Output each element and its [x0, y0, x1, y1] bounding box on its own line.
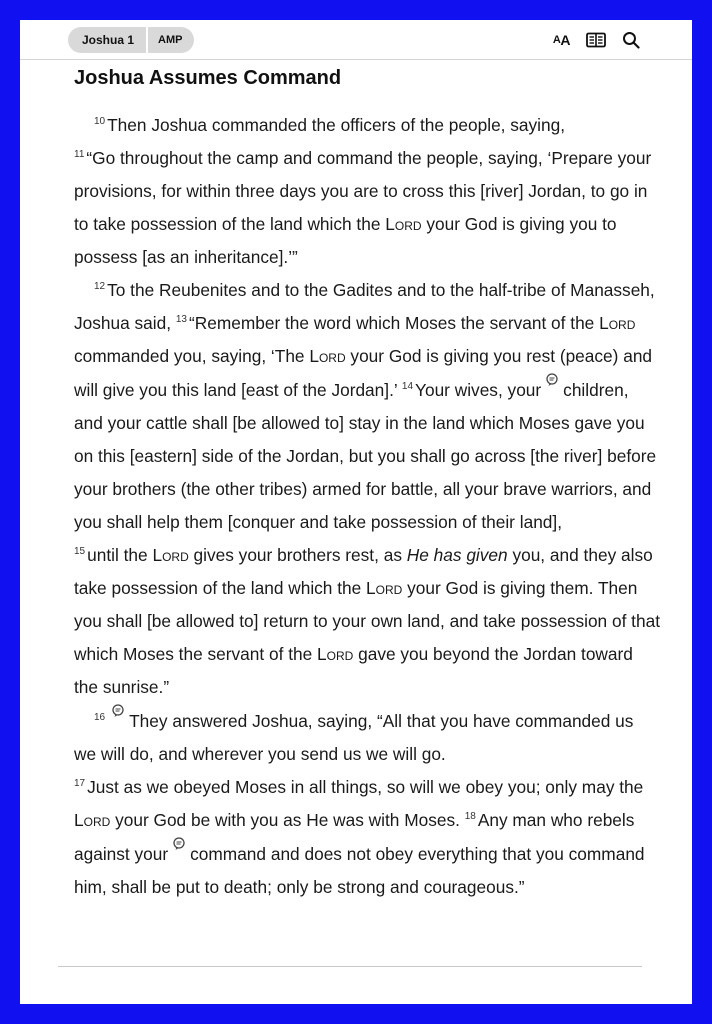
font-size-big-a: A — [560, 32, 570, 48]
lord-small-caps: Lord — [74, 810, 111, 830]
lord-small-caps: Lord — [385, 214, 422, 234]
verse-number[interactable]: 11 — [74, 149, 85, 160]
paragraph-1 — [74, 109, 660, 274]
verse-text: your God is giving you rest (peace) and will give you this land [east of the Jordan].’ — [74, 346, 653, 400]
verse-text: “Go throughout the camp and command the people, saying, ‘Prepare your provisions, for within three days you are to cross this [river] Jordan, to go in to take possession of the land which the — [74, 148, 652, 234]
verse-text: gives your brothers rest, as — [188, 545, 407, 565]
verse-number[interactable]: 16 — [94, 712, 106, 723]
verse-text: gave you beyond the Jordan toward the sunrise.” — [74, 644, 633, 697]
verse-text: Your wives, your — [415, 380, 542, 400]
verse-text: Just as we obeyed Moses in all things, so will we obey you; only may the — [87, 777, 644, 797]
verse-number[interactable]: 18 — [464, 811, 476, 822]
search-icon-graphic — [622, 31, 640, 49]
paragraph-3 — [74, 704, 660, 904]
font-size-icon[interactable] — [553, 29, 570, 51]
top-toolbar — [20, 20, 692, 60]
lord-small-caps: Lord — [317, 644, 354, 664]
footnote-icon[interactable] — [111, 704, 125, 718]
lord-small-caps: Lord — [599, 313, 636, 333]
verse-text: command and does not obey everything that you command him, shall be put to death; only be strong and courageous.” — [74, 844, 645, 897]
section-heading: Joshua Assumes Command — [74, 67, 342, 89]
bottom-divider — [58, 966, 642, 967]
book-chapter-button[interactable]: Joshua 1 — [68, 27, 148, 53]
footnote-icon[interactable] — [172, 837, 186, 851]
verse-text: children, and your cattle shall [be allowed to] stay in the land which Moses gave you on this [eastern] side of the Jordan, but you shall go across [the river] before your brothers (the other tribes) armed for battle, all your brave warriors, and you shall help them [conquer and take possession of their land], — [74, 380, 657, 532]
lord-small-caps: Lord — [366, 578, 403, 598]
verse-text: Any man who rebels against your — [74, 810, 635, 864]
lord-small-caps: Lord — [309, 346, 346, 366]
scripture-text — [74, 109, 660, 904]
verse-number[interactable]: 10 — [94, 116, 106, 127]
book-icon-graphic — [586, 32, 606, 48]
verse-text: Then Joshua commanded the officers of the people, saying, — [107, 115, 566, 135]
verse-text: To the Reubenites and to the Gadites and to the half-tribe of Manasseh, Joshua said, — [74, 280, 655, 333]
book-icon[interactable] — [586, 29, 606, 51]
footnote-icon[interactable] — [545, 373, 559, 387]
verse-number[interactable]: 15 — [74, 546, 86, 557]
verse-text: your God is giving them. Then you shall [be allowed to] return to your own land, and take possession of that which Moses the servant of the — [74, 578, 661, 664]
verse-text: until the — [87, 545, 153, 565]
verse-number[interactable]: 13 — [175, 314, 187, 325]
paragraph-2 — [74, 274, 660, 704]
verse-number[interactable]: 12 — [94, 281, 106, 292]
verse-text: They answered Joshua, saying, “All that you have commanded us we will do, and wherever you send us we will go. — [74, 711, 634, 764]
search-icon[interactable] — [622, 29, 640, 51]
lord-small-caps: Lord — [152, 545, 189, 565]
verse-number[interactable]: 17 — [74, 778, 86, 789]
verse-text: commanded you, saying, ‘The — [74, 346, 310, 366]
chapter-version-selector — [68, 27, 194, 53]
verse-number[interactable]: 14 — [401, 381, 414, 392]
version-button[interactable]: AMP — [158, 34, 183, 46]
font-size-small-a: A — [552, 34, 561, 46]
italic-text: He has given — [406, 545, 508, 565]
verse-text: “Remember the word which Moses the servant of the — [188, 313, 600, 333]
verse-text: your God be with you as He was with Moses. — [110, 810, 465, 830]
verse-text: you, and they also take possession of the land which the — [74, 545, 653, 598]
toolbar-actions — [553, 29, 640, 51]
reader-screen — [20, 20, 692, 1004]
verse-text: your God is giving you to possess [as an inheritance].’” — [74, 214, 617, 267]
